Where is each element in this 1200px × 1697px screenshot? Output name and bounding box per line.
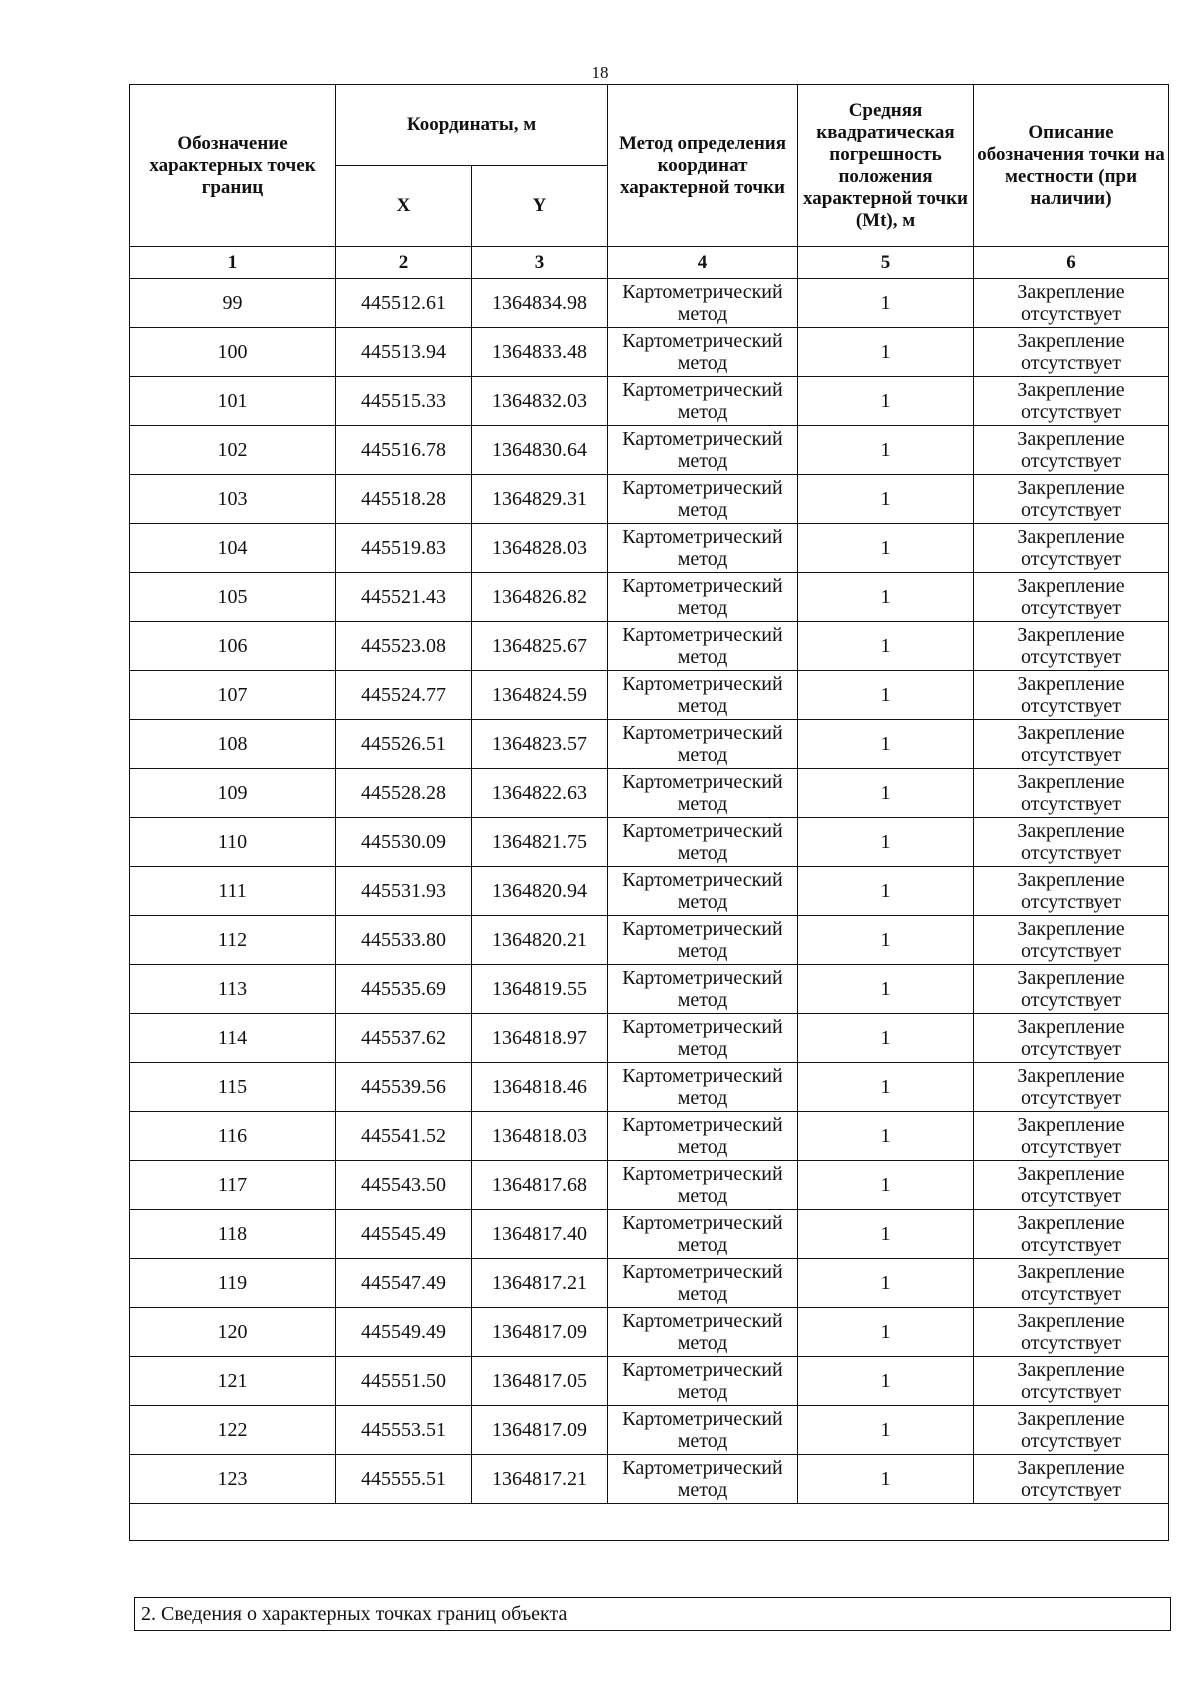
method-cell: Картометрический метод: [608, 1308, 798, 1357]
method-cell: Картометрический метод: [608, 867, 798, 916]
description-cell: Закрепление отсутствует: [974, 818, 1169, 867]
method-cell: Картометрический метод: [608, 622, 798, 671]
y-cell: 1364820.94: [472, 867, 608, 916]
table-body: [130, 279, 1169, 1504]
y-cell: 1364818.46: [472, 1063, 608, 1112]
x-cell: 445531.93: [336, 867, 472, 916]
error-cell: 1: [798, 1014, 974, 1063]
method-cell: Картометрический метод: [608, 328, 798, 377]
method-cell: Картометрический метод: [608, 279, 798, 328]
error-cell: 1: [798, 1406, 974, 1455]
method-cell: Картометрический метод: [608, 769, 798, 818]
point-cell: 116: [130, 1112, 336, 1161]
x-cell: 445515.33: [336, 377, 472, 426]
header-designation: Обозначение характерных точек границ: [130, 85, 336, 247]
table-row: [130, 867, 1169, 916]
x-cell: 445512.61: [336, 279, 472, 328]
table-row: [130, 279, 1169, 328]
point-cell: 104: [130, 524, 336, 573]
x-cell: 445549.49: [336, 1308, 472, 1357]
point-cell: 113: [130, 965, 336, 1014]
x-cell: 445523.08: [336, 622, 472, 671]
error-cell: 1: [798, 867, 974, 916]
x-cell: 445519.83: [336, 524, 472, 573]
method-cell: Картометрический метод: [608, 475, 798, 524]
error-cell: 1: [798, 524, 974, 573]
method-cell: Картометрический метод: [608, 1406, 798, 1455]
description-cell: Закрепление отсутствует: [974, 426, 1169, 475]
table-row: [130, 524, 1169, 573]
table-row: [130, 1112, 1169, 1161]
method-cell: Картометрический метод: [608, 377, 798, 426]
point-cell: 122: [130, 1406, 336, 1455]
header-x: X: [336, 166, 472, 247]
point-cell: 105: [130, 573, 336, 622]
method-cell: Картометрический метод: [608, 573, 798, 622]
table-row: [130, 475, 1169, 524]
y-cell: 1364830.64: [472, 426, 608, 475]
x-cell: 445524.77: [336, 671, 472, 720]
point-cell: 120: [130, 1308, 336, 1357]
table-row: [130, 1308, 1169, 1357]
table-row: [130, 1210, 1169, 1259]
method-cell: Картометрический метод: [608, 1455, 798, 1504]
description-cell: Закрепление отсутствует: [974, 1112, 1169, 1161]
y-cell: 1364823.57: [472, 720, 608, 769]
y-cell: 1364822.63: [472, 769, 608, 818]
x-cell: 445537.62: [336, 1014, 472, 1063]
method-cell: Картометрический метод: [608, 1357, 798, 1406]
y-cell: 1364817.40: [472, 1210, 608, 1259]
description-cell: Закрепление отсутствует: [974, 279, 1169, 328]
y-cell: 1364825.67: [472, 622, 608, 671]
y-cell: 1364826.82: [472, 573, 608, 622]
section-title: 2. Сведения о характерных точках границ объекта: [134, 1597, 1171, 1631]
table-row: [130, 622, 1169, 671]
y-cell: 1364821.75: [472, 818, 608, 867]
x-cell: 445545.49: [336, 1210, 472, 1259]
y-cell: 1364817.09: [472, 1308, 608, 1357]
y-cell: 1364818.97: [472, 1014, 608, 1063]
description-cell: Закрепление отсутствует: [974, 573, 1169, 622]
error-cell: 1: [798, 1308, 974, 1357]
error-cell: 1: [798, 769, 974, 818]
x-cell: 445541.52: [336, 1112, 472, 1161]
x-cell: 445535.69: [336, 965, 472, 1014]
column-number: 5: [798, 247, 974, 279]
description-cell: Закрепление отсутствует: [974, 1308, 1169, 1357]
x-cell: 445547.49: [336, 1259, 472, 1308]
error-cell: 1: [798, 916, 974, 965]
column-number-row: [130, 247, 1169, 279]
error-cell: 1: [798, 1210, 974, 1259]
y-cell: 1364817.21: [472, 1259, 608, 1308]
method-cell: Картометрический метод: [608, 426, 798, 475]
x-cell: 445553.51: [336, 1406, 472, 1455]
point-cell: 107: [130, 671, 336, 720]
x-cell: 445526.51: [336, 720, 472, 769]
error-cell: 1: [798, 328, 974, 377]
table-row: [130, 818, 1169, 867]
description-cell: Закрепление отсутствует: [974, 1063, 1169, 1112]
error-cell: 1: [798, 1455, 974, 1504]
point-cell: 101: [130, 377, 336, 426]
table-row: [130, 769, 1169, 818]
y-cell: 1364817.05: [472, 1357, 608, 1406]
description-cell: Закрепление отсутствует: [974, 377, 1169, 426]
y-cell: 1364818.03: [472, 1112, 608, 1161]
table-row: [130, 1357, 1169, 1406]
point-cell: 109: [130, 769, 336, 818]
point-cell: 108: [130, 720, 336, 769]
column-number: 6: [974, 247, 1169, 279]
table-row: [130, 916, 1169, 965]
y-cell: 1364819.55: [472, 965, 608, 1014]
description-cell: Закрепление отсутствует: [974, 1357, 1169, 1406]
point-cell: 102: [130, 426, 336, 475]
error-cell: 1: [798, 720, 974, 769]
x-cell: 445528.28: [336, 769, 472, 818]
error-cell: 1: [798, 1112, 974, 1161]
method-cell: Картометрический метод: [608, 720, 798, 769]
description-cell: Закрепление отсутствует: [974, 1406, 1169, 1455]
method-cell: Картометрический метод: [608, 1259, 798, 1308]
point-cell: 111: [130, 867, 336, 916]
description-cell: Закрепление отсутствует: [974, 1259, 1169, 1308]
table-row: [130, 1259, 1169, 1308]
description-cell: Закрепление отсутствует: [974, 475, 1169, 524]
error-cell: 1: [798, 622, 974, 671]
description-cell: Закрепление отсутствует: [974, 524, 1169, 573]
y-cell: 1364832.03: [472, 377, 608, 426]
error-cell: 1: [798, 671, 974, 720]
description-cell: Закрепление отсутствует: [974, 867, 1169, 916]
x-cell: 445513.94: [336, 328, 472, 377]
y-cell: 1364824.59: [472, 671, 608, 720]
x-cell: 445518.28: [336, 475, 472, 524]
table-row: [130, 671, 1169, 720]
description-cell: Закрепление отсутствует: [974, 769, 1169, 818]
x-cell: 445543.50: [336, 1161, 472, 1210]
table-row: [130, 1014, 1169, 1063]
error-cell: 1: [798, 426, 974, 475]
description-cell: Закрепление отсутствует: [974, 965, 1169, 1014]
y-cell: 1364817.09: [472, 1406, 608, 1455]
method-cell: Картометрический метод: [608, 1210, 798, 1259]
point-cell: 123: [130, 1455, 336, 1504]
point-cell: 121: [130, 1357, 336, 1406]
point-cell: 115: [130, 1063, 336, 1112]
y-cell: 1364833.48: [472, 328, 608, 377]
y-cell: 1364828.03: [472, 524, 608, 573]
point-cell: 119: [130, 1259, 336, 1308]
error-cell: 1: [798, 818, 974, 867]
table-row: [130, 573, 1169, 622]
column-number: 1: [130, 247, 336, 279]
table-row: [130, 1161, 1169, 1210]
description-cell: Закрепление отсутствует: [974, 916, 1169, 965]
page-number: 18: [591, 63, 609, 82]
point-cell: 110: [130, 818, 336, 867]
column-number: 4: [608, 247, 798, 279]
point-cell: 103: [130, 475, 336, 524]
method-cell: Картометрический метод: [608, 916, 798, 965]
header-y: Y: [472, 166, 608, 247]
x-cell: 445530.09: [336, 818, 472, 867]
x-cell: 445521.43: [336, 573, 472, 622]
table-row: [130, 328, 1169, 377]
y-cell: 1364829.31: [472, 475, 608, 524]
description-cell: Закрепление отсутствует: [974, 1455, 1169, 1504]
error-cell: 1: [798, 475, 974, 524]
column-number: 3: [472, 247, 608, 279]
method-cell: Картометрический метод: [608, 1161, 798, 1210]
error-cell: 1: [798, 1063, 974, 1112]
x-cell: 445533.80: [336, 916, 472, 965]
header-method: Метод определения координат характерной точки: [608, 85, 798, 247]
error-cell: 1: [798, 279, 974, 328]
point-cell: 100: [130, 328, 336, 377]
header-coordinates: Координаты, м: [336, 85, 608, 166]
y-cell: 1364820.21: [472, 916, 608, 965]
error-cell: 1: [798, 1259, 974, 1308]
description-cell: Закрепление отсутствует: [974, 622, 1169, 671]
method-cell: Картометрический метод: [608, 1014, 798, 1063]
table-empty-row: [130, 1504, 1169, 1541]
table-header: [130, 85, 1169, 279]
description-cell: Закрепление отсутствует: [974, 1161, 1169, 1210]
point-cell: 112: [130, 916, 336, 965]
table-row: [130, 1455, 1169, 1504]
x-cell: 445551.50: [336, 1357, 472, 1406]
point-cell: 118: [130, 1210, 336, 1259]
method-cell: Картометрический метод: [608, 1063, 798, 1112]
y-cell: 1364817.68: [472, 1161, 608, 1210]
error-cell: 1: [798, 965, 974, 1014]
table-row: [130, 720, 1169, 769]
method-cell: Картометрический метод: [608, 1112, 798, 1161]
description-cell: Закрепление отсутствует: [974, 671, 1169, 720]
y-cell: 1364817.21: [472, 1455, 608, 1504]
table-row: [130, 1406, 1169, 1455]
method-cell: Картометрический метод: [608, 965, 798, 1014]
method-cell: Картометрический метод: [608, 524, 798, 573]
header-error: Средняя квадратическая погрешность положения характерной точки (Mt), м: [798, 85, 974, 247]
x-cell: 445516.78: [336, 426, 472, 475]
error-cell: 1: [798, 1161, 974, 1210]
error-cell: 1: [798, 377, 974, 426]
point-cell: 117: [130, 1161, 336, 1210]
table-row: [130, 1063, 1169, 1112]
description-cell: Закрепление отсутствует: [974, 720, 1169, 769]
x-cell: 445555.51: [336, 1455, 472, 1504]
table-row: [130, 377, 1169, 426]
point-cell: 106: [130, 622, 336, 671]
header-description: Описание обозначения точки на местности (при наличии): [974, 85, 1169, 247]
description-cell: Закрепление отсутствует: [974, 1014, 1169, 1063]
description-cell: Закрепление отсутствует: [974, 328, 1169, 377]
method-cell: Картометрический метод: [608, 818, 798, 867]
table-row: [130, 965, 1169, 1014]
y-cell: 1364834.98: [472, 279, 608, 328]
boundary-points-table: [129, 84, 1169, 1541]
point-cell: 99: [130, 279, 336, 328]
empty-cell: [130, 1504, 1169, 1541]
column-number: 2: [336, 247, 472, 279]
x-cell: 445539.56: [336, 1063, 472, 1112]
error-cell: 1: [798, 573, 974, 622]
error-cell: 1: [798, 1357, 974, 1406]
method-cell: Картометрический метод: [608, 671, 798, 720]
table-row: [130, 426, 1169, 475]
point-cell: 114: [130, 1014, 336, 1063]
description-cell: Закрепление отсутствует: [974, 1210, 1169, 1259]
